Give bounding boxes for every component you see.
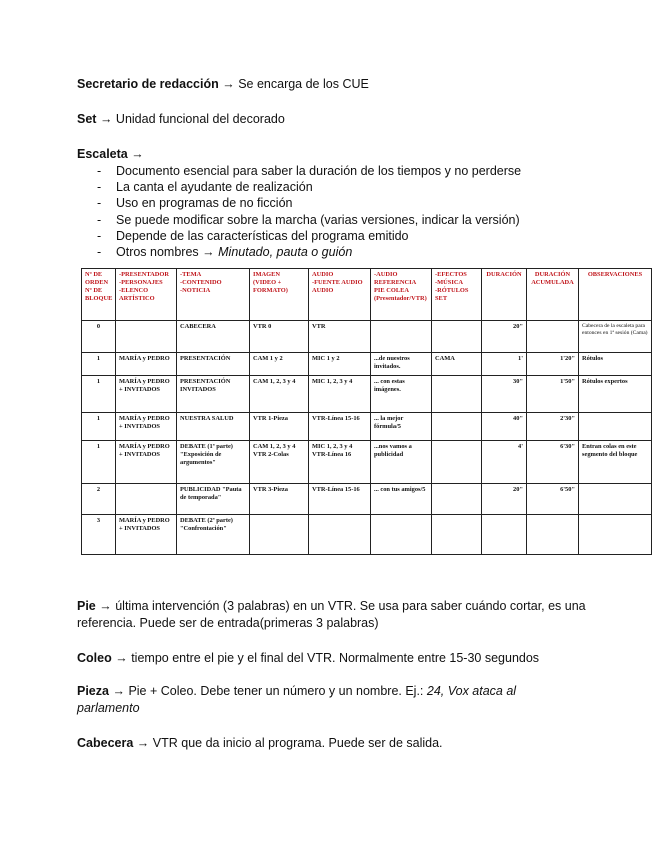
def-escaleta xyxy=(77,146,144,163)
cell: Cabecera de la escaleta para entonces en 1ª sesión (Cama) xyxy=(579,321,652,353)
term-cabecera: Cabecera xyxy=(77,736,134,750)
cell: NUESTRA SALUD xyxy=(177,413,250,441)
def-text: Unidad funcional del decorado xyxy=(115,112,285,126)
cell: PRESENTACIÓN INVITADOS xyxy=(177,376,250,413)
def-coleo xyxy=(77,650,539,667)
list-item: - Se puede modificar sobre la marcha (varias versiones, indicar la versión) xyxy=(77,212,521,228)
list-item-prefix: Otros nombres xyxy=(116,244,199,259)
cell: 2'30" xyxy=(527,413,579,441)
list-item xyxy=(77,244,521,260)
cell: 1 xyxy=(82,353,116,376)
cell: VTR-Línea 15-16 xyxy=(309,484,371,515)
cell: ...de nuestros invitados. xyxy=(371,353,432,376)
table-row xyxy=(82,441,652,484)
term-secretario: Secretario de redacción xyxy=(77,77,219,91)
cell: MARÍA y PEDRO + INVITADOS xyxy=(116,376,177,413)
cell xyxy=(579,484,652,515)
table-row xyxy=(82,413,652,441)
cell xyxy=(432,376,482,413)
cell: MIC 1, 2, 3 y 4 VTR-Línea 16 xyxy=(309,441,371,484)
escaleta-table xyxy=(81,268,652,555)
cell: 1'20" xyxy=(527,353,579,376)
col-header: DURACIÓN ACUMULADA xyxy=(527,269,579,321)
cell: ... con tus amigos/5 xyxy=(371,484,432,515)
arrow: → xyxy=(131,147,144,161)
col-header: DURACIÓN xyxy=(482,269,527,321)
cell: VTR 1-Pieza xyxy=(250,413,309,441)
cell: 4' xyxy=(482,441,527,484)
def-pie xyxy=(77,598,597,632)
cell xyxy=(432,413,482,441)
table-row xyxy=(82,353,652,376)
cell: VTR xyxy=(309,321,371,353)
cell: PUBLICIDAD "Pauta de temporada" xyxy=(177,484,250,515)
cell xyxy=(432,515,482,555)
cell: 1'50" xyxy=(527,376,579,413)
list-item: - Documento esencial para saber la duración de los tiempos y no perderse xyxy=(77,163,521,179)
arrow: → xyxy=(136,736,150,750)
cell: VTR-Línea 15-16 xyxy=(309,413,371,441)
cell: MARÍA y PEDRO xyxy=(116,353,177,376)
cell: MIC 1, 2, 3 y 4 xyxy=(309,376,371,413)
cell xyxy=(371,515,432,555)
arrow: → xyxy=(222,77,235,91)
cell: ... la mejor fórmula/5 xyxy=(371,413,432,441)
arrow: → xyxy=(115,651,128,665)
cell: 2 xyxy=(82,484,116,515)
term-escaleta: Escaleta xyxy=(77,147,128,161)
cell: VTR 0 xyxy=(250,321,309,353)
table-row xyxy=(82,484,652,515)
col-header: -AUDIO REFERENCIA PIE COLEA (Presentador/VTR) xyxy=(371,269,432,321)
col-header: -PRESENTADOR -PERSONAJES -ELENCO ARTÍSTICO xyxy=(116,269,177,321)
def-cabecera xyxy=(77,735,443,752)
cell: ...nos vamos a publicidad xyxy=(371,441,432,484)
cell: CAM 1 y 2 xyxy=(250,353,309,376)
def-text: Pie + Coleo. Debe tener un número y un nombre. Ej.: xyxy=(128,684,424,698)
def-text: Se encarga de los CUE xyxy=(238,77,369,91)
cell xyxy=(527,515,579,555)
cell xyxy=(527,321,579,353)
col-header: IMAGEN (VIDEO + FORMATO) xyxy=(250,269,309,321)
col-header: OBSERVACIONES xyxy=(579,269,652,321)
cell: CAM 1, 2, 3 y 4 xyxy=(250,376,309,413)
table-header-row xyxy=(82,269,652,321)
cell xyxy=(371,321,432,353)
cell: 30" xyxy=(482,376,527,413)
cell xyxy=(116,321,177,353)
cell: CAM 1, 2, 3 y 4 VTR 2-Colas xyxy=(250,441,309,484)
cell: 20" xyxy=(482,484,527,515)
arrow: → xyxy=(202,244,215,259)
cell: MARÍA y PEDRO + INVITADOS xyxy=(116,413,177,441)
cell: 40" xyxy=(482,413,527,441)
def-secretario xyxy=(77,76,369,93)
cell: 1 xyxy=(82,376,116,413)
term-pieza: Pieza xyxy=(77,684,109,698)
cell: MIC 1 y 2 xyxy=(309,353,371,376)
term-pie: Pie xyxy=(77,599,96,613)
cell xyxy=(116,484,177,515)
cell xyxy=(482,515,527,555)
cell: 20" xyxy=(482,321,527,353)
cell: ... con estas imágenes. xyxy=(371,376,432,413)
cell: PRESENTACIÓN xyxy=(177,353,250,376)
cell: Rótulos expertos xyxy=(579,376,652,413)
term-set: Set xyxy=(77,112,97,126)
cell: Entran colas en este segmento del bloque xyxy=(579,441,652,484)
cell: 0 xyxy=(82,321,116,353)
cell xyxy=(250,515,309,555)
cell xyxy=(432,441,482,484)
def-set xyxy=(77,111,285,128)
cell xyxy=(579,413,652,441)
arrow: → xyxy=(112,684,125,698)
arrow: → xyxy=(99,599,112,613)
col-header: Nº DE ORDEN Nº DE BLOQUE xyxy=(82,269,116,321)
list-item: - Uso en programas de no ficción xyxy=(77,195,521,211)
cell: 1' xyxy=(482,353,527,376)
list-item: - Depende de las características del programa emitido xyxy=(77,228,521,244)
cell: CAMA xyxy=(432,353,482,376)
table-row xyxy=(82,515,652,555)
cell: VTR 3-Pieza xyxy=(250,484,309,515)
cell: 6'50" xyxy=(527,484,579,515)
col-header: AUDIO -FUENTE AUDIO AUDIO xyxy=(309,269,371,321)
table-row xyxy=(82,321,652,353)
cell: DEBATE (2ª parte) "Confrontación" xyxy=(177,515,250,555)
col-header: -EFECTOS -MÚSICA -RÓTULOS SET xyxy=(432,269,482,321)
cell xyxy=(432,321,482,353)
cell: 6'30" xyxy=(527,441,579,484)
cell: MARÍA y PEDRO + INVITADOS xyxy=(116,441,177,484)
cell: MARÍA y PEDRO + INVITADOS xyxy=(116,515,177,555)
def-text: tiempo entre el pie y el final del VTR. Normalmente entre 15-30 segundos xyxy=(131,651,540,665)
arrow: → xyxy=(99,112,113,126)
term-coleo: Coleo xyxy=(77,651,112,665)
def-text: última intervención (3 palabras) en un VTR. Se usa para saber cuándo cortar, es una referencia. Puede ser de entrada(primeras 3 palabras) xyxy=(77,599,586,630)
list-item: - La canta el ayudante de realización xyxy=(77,179,521,195)
table-row xyxy=(82,376,652,413)
cell xyxy=(309,515,371,555)
cell: 3 xyxy=(82,515,116,555)
cell xyxy=(432,484,482,515)
cell: 1 xyxy=(82,441,116,484)
cell: CABECERA xyxy=(177,321,250,353)
list-item-italic: Minutado, pauta o guión xyxy=(218,244,353,259)
def-example: 24, Vox ataca al parlamento xyxy=(77,684,517,715)
cell: DEBATE (1ª parte) "Exposición de argumentos" xyxy=(177,441,250,484)
cell xyxy=(579,515,652,555)
def-pieza xyxy=(77,683,547,717)
escaleta-list xyxy=(77,163,521,260)
cell: Rótulos xyxy=(579,353,652,376)
def-text: VTR que da inicio al programa. Puede ser de salida. xyxy=(152,736,443,750)
cell: 1 xyxy=(82,413,116,441)
col-header: -TEMA -CONTENIDO -NOTICIA xyxy=(177,269,250,321)
